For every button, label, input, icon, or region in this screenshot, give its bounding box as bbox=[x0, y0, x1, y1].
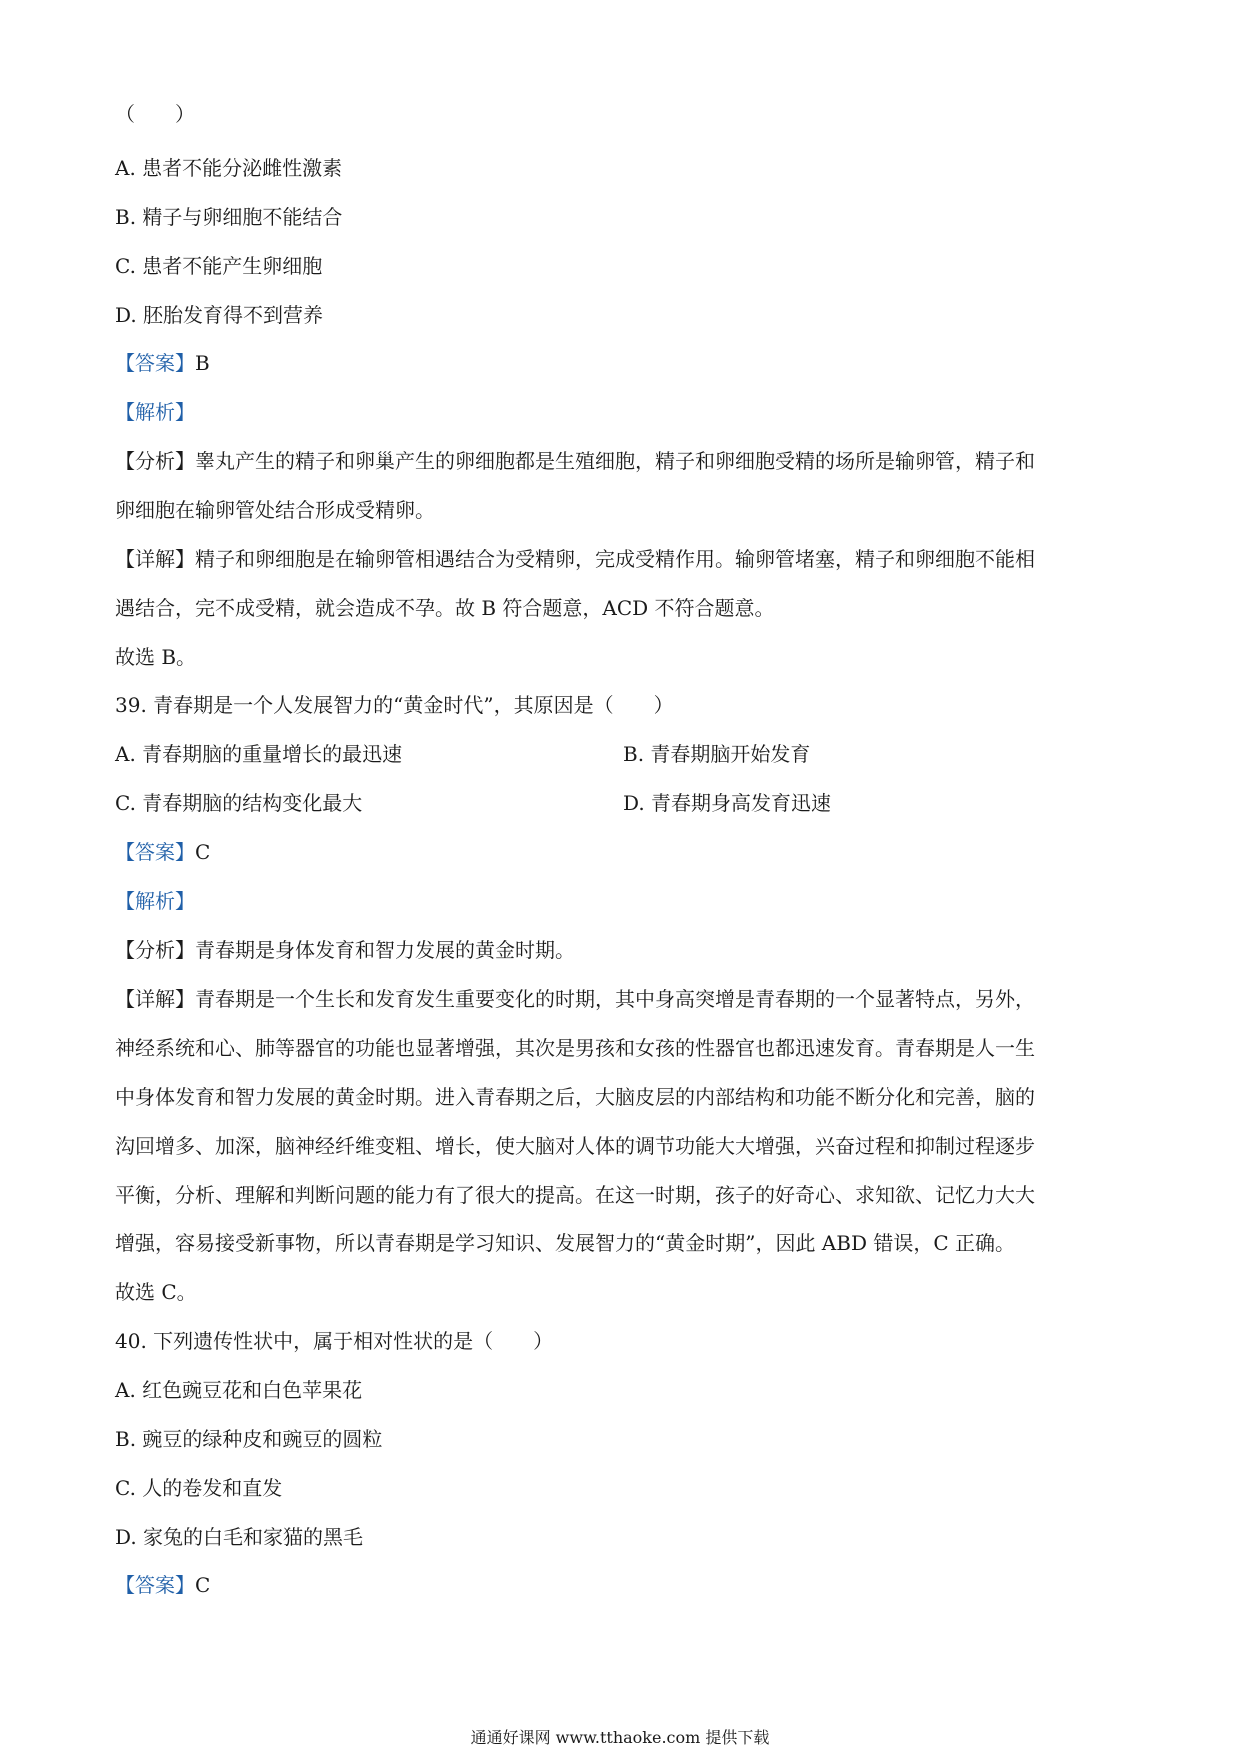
q40-option-d: D. 家兔的白毛和家猫的黑毛 bbox=[115, 1525, 364, 1549]
q39-analysis-tag: 【解析】 bbox=[115, 889, 195, 913]
answer-value: C bbox=[195, 1573, 211, 1597]
xiangjie-tag: 【详解】 bbox=[115, 987, 195, 1011]
answer-value: C bbox=[195, 840, 211, 864]
q40-answer bbox=[115, 1571, 210, 1599]
answer-tag: 【答案】 bbox=[115, 351, 195, 375]
q38-option-a: A. 患者不能分泌雌性激素 bbox=[115, 156, 343, 180]
answer-tag: 【答案】 bbox=[115, 840, 195, 864]
q38-option-c: C. 患者不能产生卵细胞 bbox=[115, 254, 323, 278]
q38-stem-tail: （ ） bbox=[115, 102, 195, 126]
q40-stem: 40. 下列遗传性状中，属于相对性状的是（ ） bbox=[115, 1329, 554, 1353]
q39-stem: 39. 青春期是一个人发展智力的“黄金时代”，其原因是（ ） bbox=[115, 693, 674, 717]
q39-answer bbox=[115, 838, 210, 866]
q39-option-c: C. 青春期脑的结构变化最大 bbox=[115, 791, 363, 815]
q38-conclusion: 故选 B。 bbox=[115, 645, 197, 669]
xiangjie-text: 青春期是一个生长和发育发生重要变化的时期，其中身高突增是青春期的一个显著特点，另外， bbox=[195, 987, 1035, 1011]
q39-option-b: B. 青春期脑开始发育 bbox=[623, 742, 811, 766]
q38-xiangjie bbox=[115, 545, 1035, 573]
q39-xiangjie-line5: 平衡，分析、理解和判断问题的能力有了很大的提高。在这一时期，孩子的好奇心、求知欲、记忆力大大 bbox=[115, 1183, 1035, 1207]
fenxi-tag: 【分析】 bbox=[115, 449, 195, 473]
q39-xiangjie-line4: 沟回增多、加深，脑神经纤维变粗、增长，使大脑对人体的调节功能大大增强，兴奋过程和抑制过程逐步 bbox=[115, 1134, 1035, 1158]
q39-conclusion: 故选 C。 bbox=[115, 1280, 197, 1304]
q38-fenxi bbox=[115, 447, 1035, 475]
fenxi-text: 睾丸产生的精子和卵巢产生的卵细胞都是生殖细胞，精子和卵细胞受精的场所是输卵管，精子和 bbox=[195, 449, 1035, 473]
xiangjie-tag: 【详解】 bbox=[115, 547, 195, 571]
q38-answer bbox=[115, 349, 210, 377]
xiangjie-text: 精子和卵细胞是在输卵管相遇结合为受精卵，完成受精作用。输卵管堵塞，精子和卵细胞不能相 bbox=[195, 547, 1035, 571]
q40-option-c: C. 人的卷发和直发 bbox=[115, 1476, 283, 1500]
q38-analysis-tag: 【解析】 bbox=[115, 400, 195, 424]
q40-option-b: B. 豌豆的绿种皮和豌豆的圆粒 bbox=[115, 1427, 383, 1451]
q38-option-b: B. 精子与卵细胞不能结合 bbox=[115, 205, 343, 229]
q39-fenxi bbox=[115, 936, 575, 964]
q40-option-a: A. 红色豌豆花和白色苹果花 bbox=[115, 1378, 363, 1402]
q38-option-d: D. 胚胎发育得不到营养 bbox=[115, 303, 324, 327]
q38-fenxi-line2: 卵细胞在输卵管处结合形成受精卵。 bbox=[115, 498, 435, 522]
q39-xiangjie bbox=[115, 985, 1035, 1013]
q39-xiangjie-line6: 增强，容易接受新事物，所以青春期是学习知识、发展智力的“黄金时期”，因此 ABD 错误，C 正确。 bbox=[115, 1231, 1015, 1255]
answer-value: B bbox=[195, 351, 210, 375]
q39-xiangjie-line3: 中身体发育和智力发展的黄金时期。进入青春期之后，大脑皮层的内部结构和功能不断分化和完善，脑的 bbox=[115, 1085, 1035, 1109]
q39-xiangjie-line2: 神经系统和心、肺等器官的功能也显著增强，其次是男孩和女孩的性器官也都迅速发育。青春期是人一生 bbox=[115, 1036, 1035, 1060]
q39-option-d: D. 青春期身高发育迅速 bbox=[623, 791, 832, 815]
answer-tag: 【答案】 bbox=[115, 1573, 195, 1597]
fenxi-tag: 【分析】 bbox=[115, 938, 195, 962]
footer-source: 通通好课网 www.tthaoke.com 提供下载 bbox=[470, 1728, 770, 1747]
q39-option-a: A. 青春期脑的重量增长的最迅速 bbox=[115, 742, 403, 766]
fenxi-text: 青春期是身体发育和智力发展的黄金时期。 bbox=[195, 938, 575, 962]
q38-xiangjie-line2: 遇结合，完不成受精，就会造成不孕。故 B 符合题意，ACD 不符合题意。 bbox=[115, 596, 775, 620]
